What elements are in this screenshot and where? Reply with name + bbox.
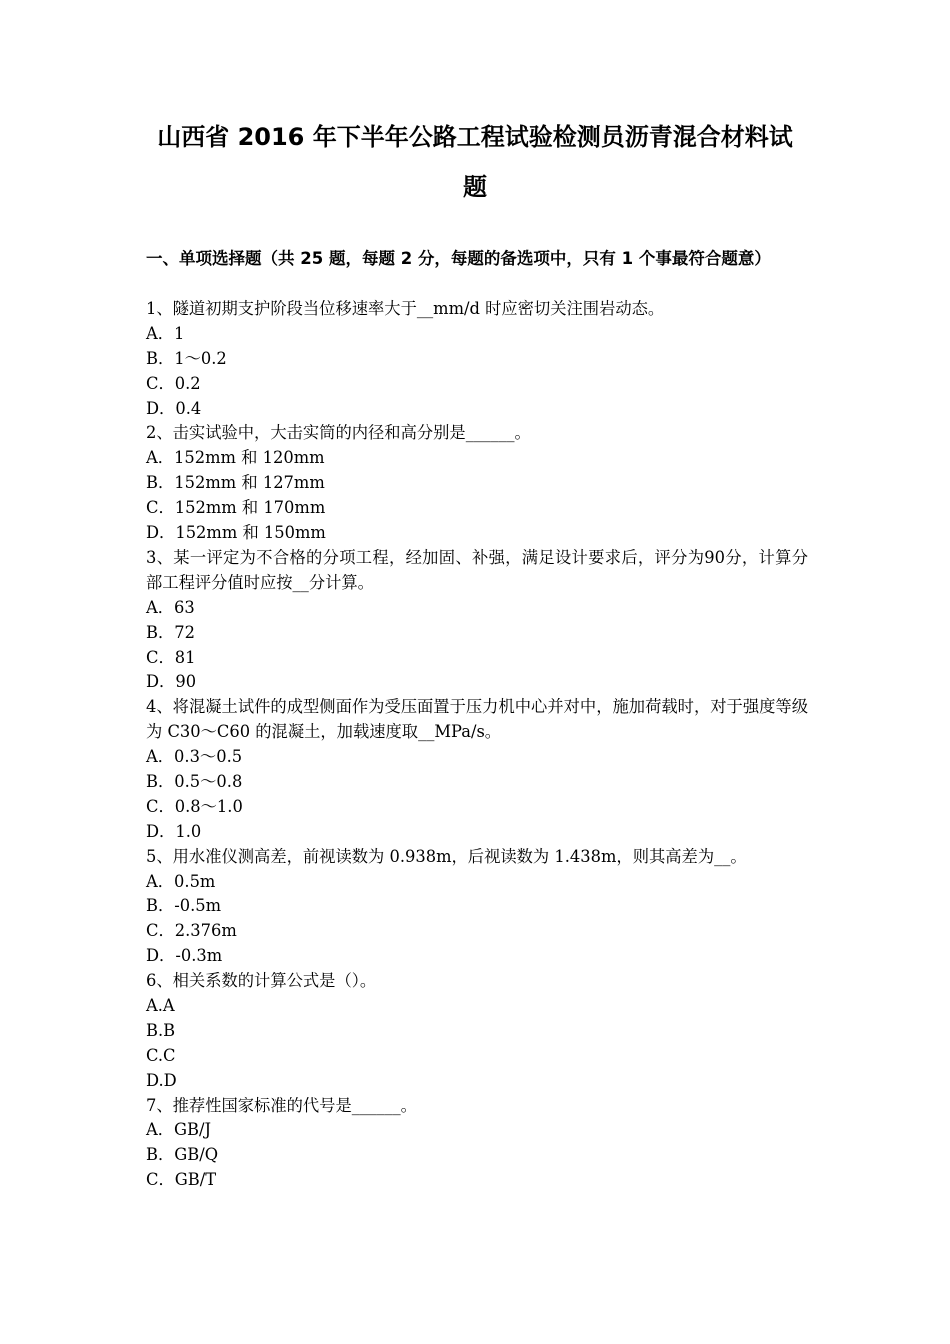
option-b: B．0.5～0.8 xyxy=(146,771,243,791)
question-stem: 5、用水准仪测高差，前视读数为 0.938m，后视读数为 1.438m，则其高差为__。 xyxy=(146,846,747,866)
option-c: C．0.2 xyxy=(146,373,201,393)
option-d: D．90 xyxy=(146,672,197,692)
question-1 xyxy=(146,297,808,421)
question-list xyxy=(146,297,808,1193)
option-a: A．63 xyxy=(146,597,195,617)
option-c: C.C xyxy=(146,1045,176,1065)
option-c: C．2.376m xyxy=(146,921,237,941)
option-b: B．1～0.2 xyxy=(146,348,227,368)
option-a: A.A xyxy=(146,996,175,1015)
document-title-line1: 山西省 2016 年下半年公路工程试验检测员沥青混合材料试 xyxy=(157,123,793,151)
option-b: B.B xyxy=(146,1020,176,1040)
question-2 xyxy=(146,421,808,545)
option-a: A．1 xyxy=(146,323,185,343)
option-b: B．72 xyxy=(146,622,195,642)
question-stem: 1、隧道初期支护阶段当位移速率大于__mm/d 时应密切关注围岩动态。 xyxy=(146,299,665,318)
section-heading: 一、单项选择题（共 25 题，每题 2 分，每题的备选项中，只有 1 个事最符合题意） xyxy=(146,249,771,268)
option-d: D．152mm 和 150mm xyxy=(146,523,326,543)
option-c: C．152mm 和 170mm xyxy=(146,498,326,518)
option-c: C．GB/T xyxy=(146,1170,217,1190)
option-d: D．-0.3m xyxy=(146,946,223,966)
option-a: A．0.5m xyxy=(146,871,216,891)
option-c: C．0.8～1.0 xyxy=(146,796,243,816)
option-b: B．GB/Q xyxy=(146,1145,219,1165)
document-title-line2: 题 xyxy=(463,173,487,201)
option-d: D．1.0 xyxy=(146,821,202,841)
option-b: B．152mm 和 127mm xyxy=(146,473,325,493)
question-5 xyxy=(146,845,808,969)
option-a: A．0.3～0.5 xyxy=(146,747,243,767)
option-d: D.D xyxy=(146,1070,177,1090)
question-stem: 4、将混凝土试件的成型侧面作为受压面置于压力机中心并对中，施加荷载时，对于强度等级为 C30～C60 的混凝土，加载速度取__MPa/s。 xyxy=(146,697,808,742)
question-4 xyxy=(146,695,808,844)
question-6 xyxy=(146,969,808,1093)
question-3 xyxy=(146,546,808,695)
question-7 xyxy=(146,1094,808,1194)
question-stem: 7、推荐性国家标准的代号是______。 xyxy=(146,1095,417,1115)
question-stem: 3、某一评定为不合格的分项工程，经加固、补强，满足设计要求后，评分为90分，计算分部工程评分值时应按__分计算。 xyxy=(146,547,808,592)
option-a: A．GB/J xyxy=(146,1120,212,1140)
option-b: B．-0.5m xyxy=(146,896,222,916)
option-d: D．0.4 xyxy=(146,398,202,418)
option-c: C．81 xyxy=(146,647,196,667)
question-stem: 6、相关系数的计算公式是（）。 xyxy=(146,971,377,991)
option-a: A．152mm 和 120mm xyxy=(146,448,325,468)
question-stem: 2、击实试验中，大击实筒的内径和高分别是______。 xyxy=(146,423,531,443)
